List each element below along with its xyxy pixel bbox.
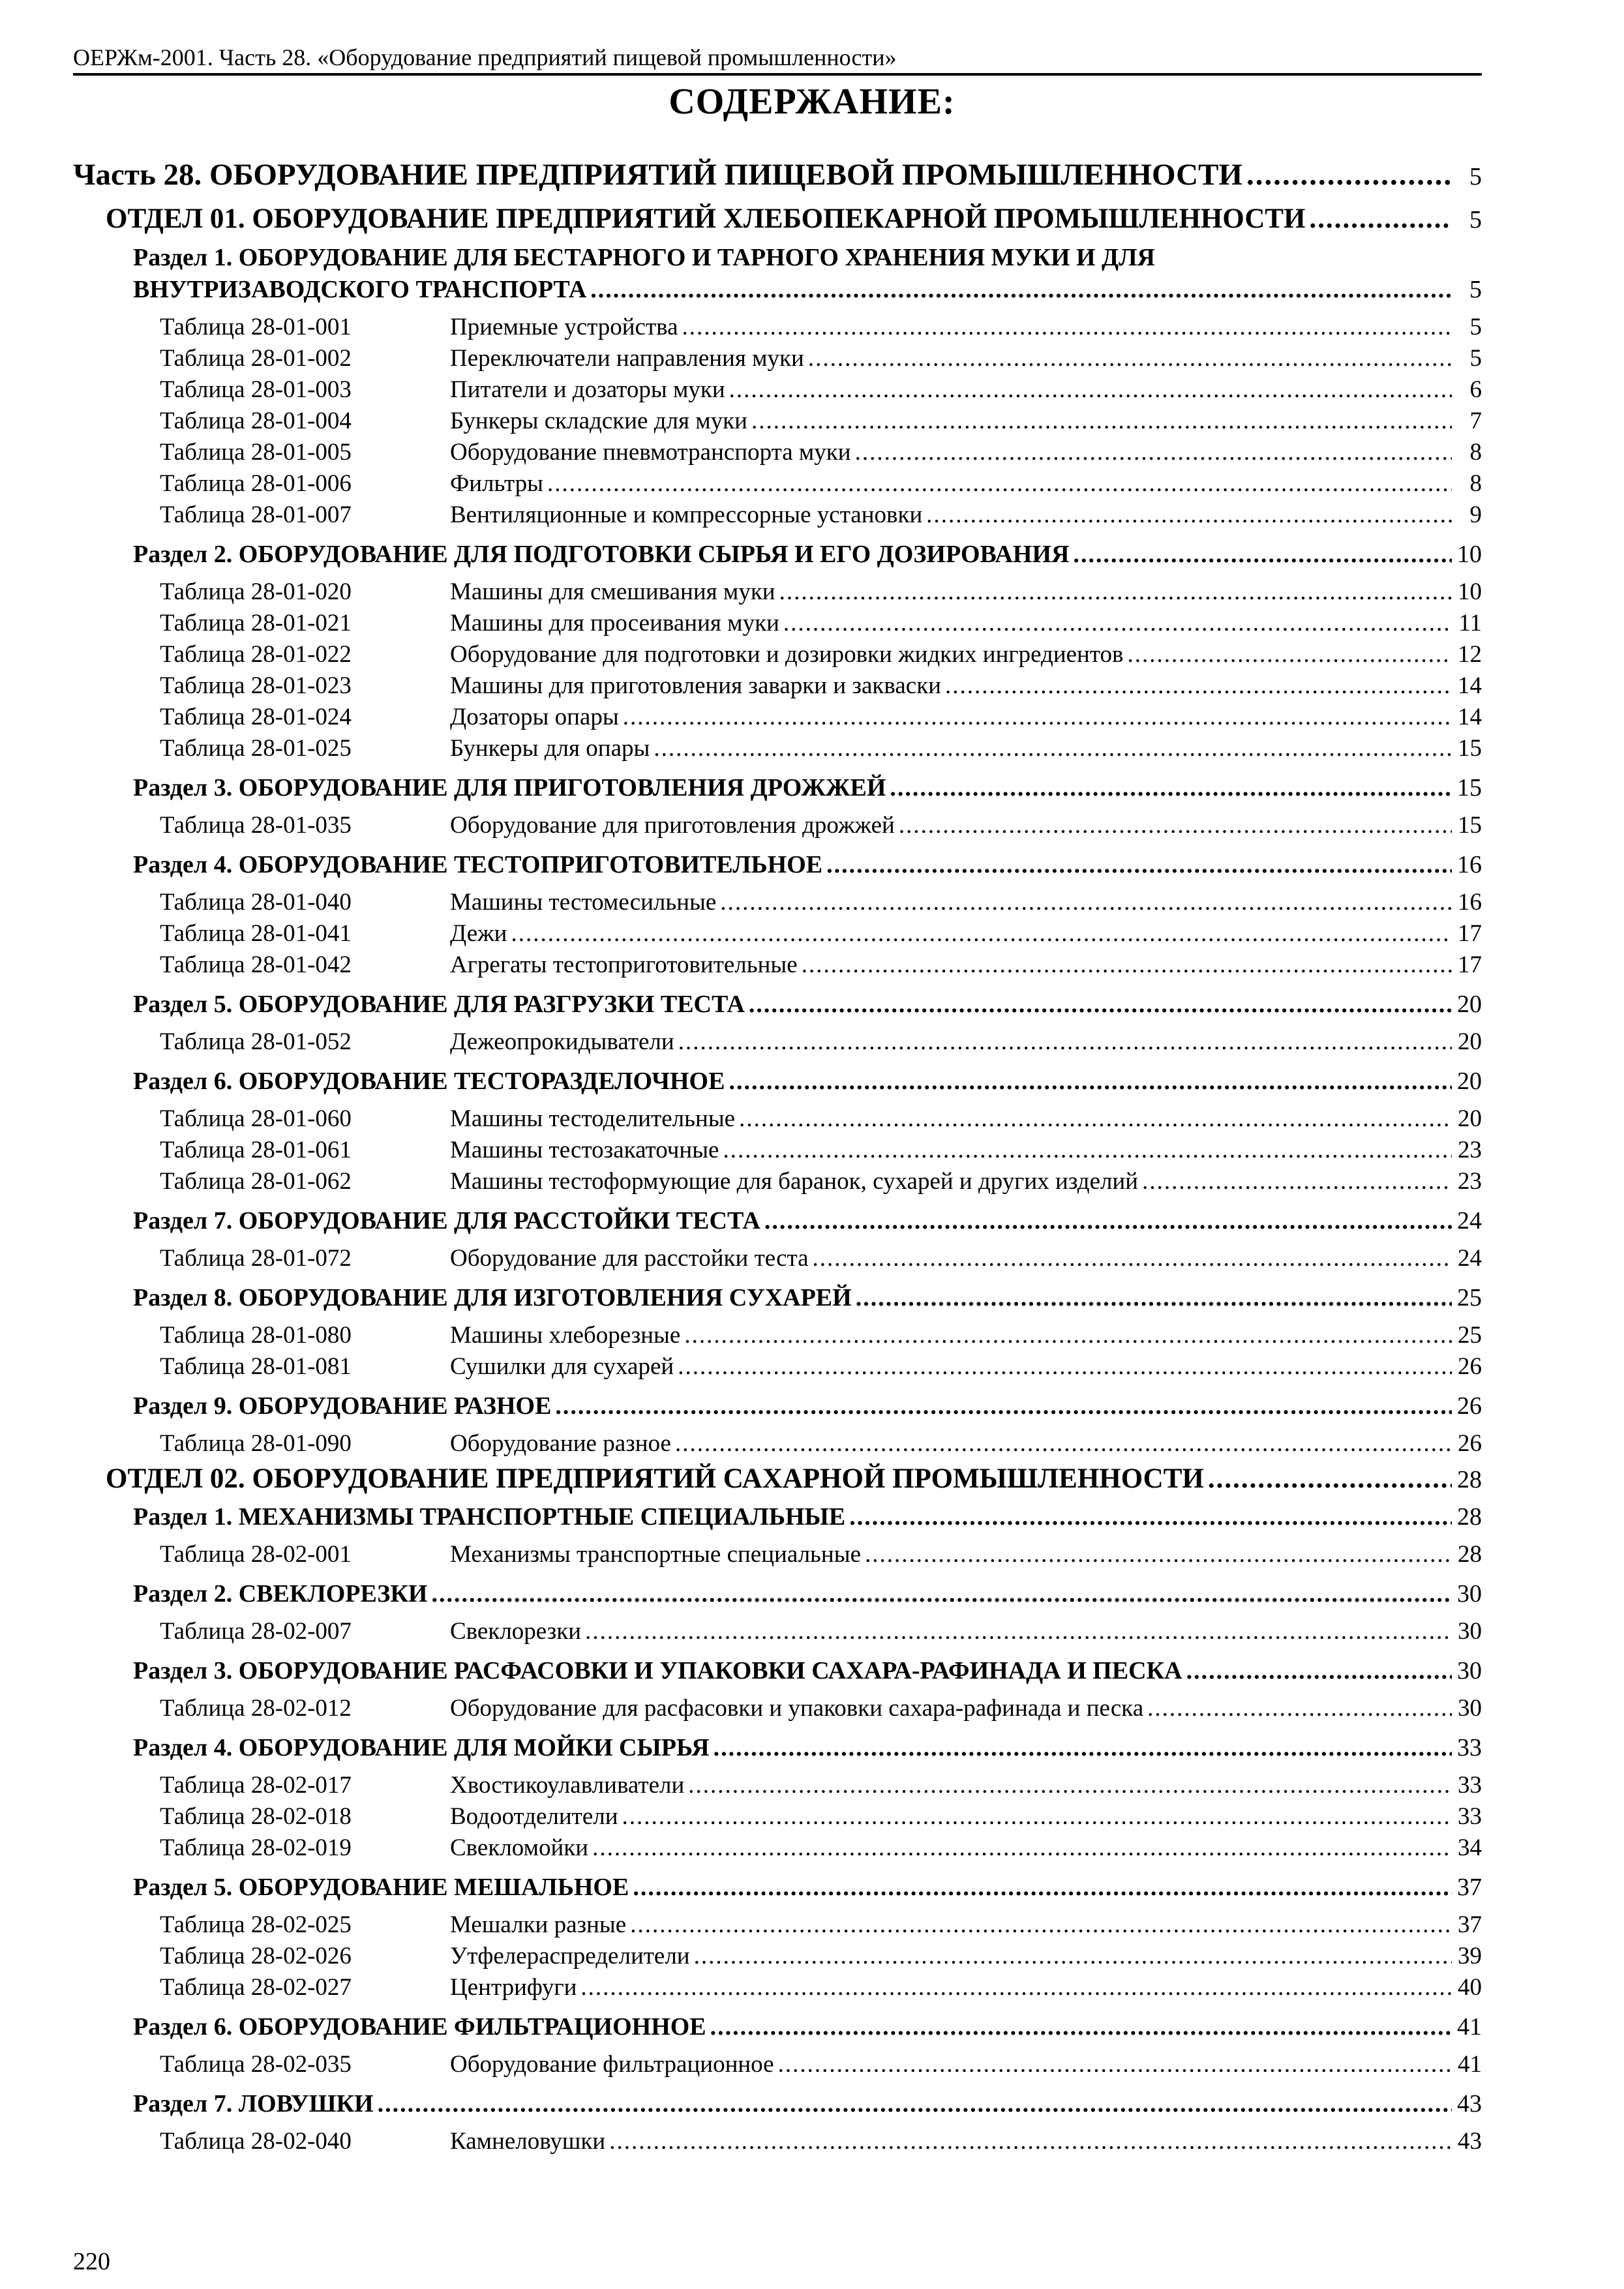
toc-table-code: Таблица 28-01-007 — [160, 501, 352, 528]
leader-dots — [723, 1135, 1452, 1166]
toc-table-title: Оборудование фильтрационное — [450, 2051, 774, 2078]
leader-dots — [764, 1205, 1452, 1236]
toc-table-entry[interactable] — [73, 702, 1482, 733]
toc-table-title: Механизмы транспортные специальные — [450, 1541, 861, 1568]
toc-entry-title: Раздел 7. ЛОВУШКИ — [133, 2090, 374, 2117]
toc-table-title: Бункеры складские для муки — [450, 408, 747, 434]
toc-section-entry[interactable] — [73, 1282, 1482, 1313]
toc-page-number: 43 — [1458, 2128, 1482, 2155]
toc-table-entry[interactable] — [73, 1428, 1482, 1459]
toc-table-entry[interactable] — [73, 1693, 1482, 1724]
leader-dots — [590, 274, 1452, 305]
leader-dots — [592, 1833, 1452, 1864]
toc-table-entry[interactable] — [73, 1243, 1482, 1274]
leader-dots — [633, 1872, 1452, 1903]
toc-entry-title: Раздел 7. ОБОРУДОВАНИЕ ДЛЯ РАССТОЙКИ ТЕСТА — [133, 1207, 760, 1234]
toc-page-number: 15 — [1458, 812, 1482, 839]
leader-dots — [1208, 1459, 1452, 1499]
toc-table-entry[interactable] — [73, 950, 1482, 981]
toc-page-number: 14 — [1458, 704, 1482, 730]
toc-table-code: Таблица 28-02-026 — [160, 1943, 352, 1969]
toc-entry-title: Раздел 4. ОБОРУДОВАНИЕ ДЛЯ МОЙКИ СЫРЬЯ — [133, 1734, 710, 1761]
toc-table-title: Свекломойки — [450, 1834, 589, 1861]
toc-table-title: Утфелераспределители — [450, 1943, 690, 1969]
toc-page-number: 30 — [1457, 1580, 1482, 1608]
toc-page-number: 25 — [1458, 1322, 1482, 1349]
toc-page-number: 17 — [1458, 920, 1482, 947]
toc-table-title: Оборудование пневмотранспорта муки — [450, 439, 851, 466]
toc-entry-title: Раздел 2. ОБОРУДОВАНИЕ ДЛЯ ПОДГОТОВКИ СЫРЬЯ И ЕГО ДОЗИРОВАНИЯ — [133, 541, 1070, 568]
leader-dots — [585, 1616, 1452, 1647]
leader-dots — [749, 989, 1452, 1020]
toc-page-number: 41 — [1458, 2051, 1482, 2078]
leader-dots — [751, 406, 1452, 437]
toc-page-number: 26 — [1458, 1430, 1482, 1457]
leader-dots — [580, 1972, 1452, 2003]
toc-table-entry[interactable] — [73, 608, 1482, 639]
toc-table-title: Приемные устройства — [450, 314, 678, 340]
toc-table-entry[interactable] — [73, 2049, 1482, 2080]
toc-section-entry[interactable] — [73, 1872, 1482, 1903]
toc-page-number: 12 — [1458, 641, 1482, 668]
toc-page-number: 37 — [1457, 1874, 1482, 1901]
toc-entry-title: Раздел 5. ОБОРУДОВАНИЕ ДЛЯ РАЗГРУЗКИ ТЕСТА — [133, 991, 745, 1018]
leader-dots — [688, 1770, 1452, 1801]
toc-table-code: Таблица 28-01-072 — [160, 1245, 352, 1272]
toc-table-code: Таблица 28-01-021 — [160, 610, 352, 636]
toc-table-title: Водоотделители — [450, 1803, 618, 1830]
toc-table-title: Машины тестоделительные — [450, 1105, 736, 1132]
toc-table-entry[interactable] — [73, 733, 1482, 764]
toc-table-entry[interactable] — [73, 500, 1482, 531]
toc-table-entry[interactable] — [73, 406, 1482, 437]
toc-page-number: 5 — [1469, 345, 1482, 372]
toc-entry-title: Раздел 6. ОБОРУДОВАНИЕ ТЕСТОРАЗДЕЛОЧНОЕ — [133, 1068, 725, 1095]
toc-table-title: Оборудование для расфасовки и упаковки сахара-рафинада и песка — [450, 1695, 1144, 1722]
leader-dots — [1142, 1166, 1452, 1197]
toc-section-title: ВНУТРИЗАВОДСКОГО ТРАНСПОРТА — [133, 276, 587, 303]
toc-section-entry[interactable] — [73, 1066, 1482, 1097]
toc-table-code: Таблица 28-01-002 — [160, 345, 352, 372]
toc-table-code: Таблица 28-01-003 — [160, 376, 352, 403]
leader-dots — [729, 1066, 1452, 1097]
toc-page-number: 30 — [1458, 1618, 1482, 1645]
toc-table-code: Таблица 28-01-060 — [160, 1105, 352, 1132]
toc-table-entry[interactable] — [73, 1166, 1482, 1197]
leader-dots — [555, 1390, 1452, 1422]
toc-table-code: Таблица 28-01-062 — [160, 1168, 352, 1195]
toc-table-title: Переключатели направления муки — [450, 345, 804, 372]
toc-table-entry[interactable] — [73, 576, 1482, 608]
leader-dots — [899, 810, 1452, 841]
toc-page-number: 10 — [1458, 578, 1482, 605]
toc-section-entry[interactable] — [73, 539, 1482, 570]
toc-table-title: Дежеопрокидыватели — [450, 1028, 674, 1055]
toc-table-entry[interactable] — [73, 1941, 1482, 1972]
leader-dots — [511, 918, 1452, 950]
toc-page-number: 16 — [1457, 851, 1482, 878]
toc-page-number: 28 — [1458, 1541, 1482, 1568]
toc-entry-title: Раздел 2. СВЕКЛОРЕЗКИ — [133, 1580, 428, 1608]
toc-page-number: 25 — [1457, 1284, 1482, 1311]
toc-table-code: Таблица 28-01-004 — [160, 408, 352, 434]
toc-page-number: 33 — [1458, 1803, 1482, 1830]
toc-page-number: 15 — [1458, 735, 1482, 762]
toc-entry-title: Часть 28. ОБОРУДОВАНИЕ ПРЕДПРИЯТИЙ ПИЩЕВОЙ ПРОМЫШЛЕННОСТИ — [73, 158, 1242, 192]
toc-table-entry[interactable] — [73, 918, 1482, 950]
toc-page-number: 20 — [1458, 1028, 1482, 1055]
toc-page-number: 30 — [1457, 1657, 1482, 1684]
toc-page-number: 5 — [1469, 276, 1482, 303]
leader-dots — [378, 2088, 1452, 2119]
toc-table-code: Таблица 28-02-019 — [160, 1834, 352, 1861]
leader-dots — [720, 887, 1452, 918]
toc-table-code: Таблица 28-01-022 — [160, 641, 352, 668]
toc-page-number: 20 — [1457, 991, 1482, 1018]
leader-dots — [694, 1941, 1452, 1972]
toc-page-number: 5 — [1469, 206, 1482, 233]
toc-entry-title: Раздел 3. ОБОРУДОВАНИЕ ДЛЯ ПРИГОТОВЛЕНИЯ ДРОЖЖЕЙ — [133, 774, 886, 801]
toc-table-entry[interactable] — [73, 1770, 1482, 1801]
toc-page-number: 6 — [1469, 376, 1482, 403]
toc-table-code: Таблица 28-02-027 — [160, 1974, 352, 2001]
toc-section-entry[interactable] — [73, 1501, 1482, 1533]
toc-table-title: Оборудование для расстойки теста — [450, 1245, 809, 1272]
toc-table-code: Таблица 28-02-001 — [160, 1541, 352, 1568]
toc-table-entry[interactable] — [73, 1972, 1482, 2003]
toc-table-code: Таблица 28-01-040 — [160, 889, 352, 916]
leader-dots — [729, 374, 1452, 406]
leader-dots — [779, 576, 1452, 608]
toc-table-code: Таблица 28-01-006 — [160, 470, 352, 497]
toc-page-number: 30 — [1458, 1695, 1482, 1722]
toc-table-entry[interactable] — [73, 312, 1482, 343]
toc-division-entry[interactable] — [73, 1459, 1482, 1499]
leader-dots — [1310, 200, 1452, 239]
toc-section-entry[interactable] — [73, 2011, 1482, 2042]
toc-table-entry[interactable] — [73, 1616, 1482, 1647]
toc-table-code: Таблица 28-02-035 — [160, 2051, 352, 2078]
leader-dots — [1246, 154, 1452, 196]
leader-dots — [630, 1909, 1452, 1941]
toc-page-number: 20 — [1458, 1105, 1482, 1132]
toc-section-entry[interactable] — [73, 274, 1482, 305]
toc-table-title: Хвостикоулавливатели — [450, 1772, 685, 1799]
toc-section-title-line[interactable]: Раздел 1. ОБОРУДОВАНИЕ ДЛЯ БЕСТАРНОГО И ТАРНОГО ХРАНЕНИЯ МУКИ И ДЛЯ — [133, 244, 1155, 271]
toc-table-entry[interactable] — [73, 1539, 1482, 1570]
toc-table-title: Машины для смешивания муки — [450, 578, 775, 605]
leader-dots — [682, 312, 1452, 343]
leader-dots — [865, 1539, 1452, 1570]
toc-entry-title: ОТДЕЛ 01. ОБОРУДОВАНИЕ ПРЕДПРИЯТИЙ ХЛЕБОПЕКАРНОЙ ПРОМЫШЛЕННОСТИ — [106, 203, 1306, 234]
leader-dots — [1147, 1693, 1452, 1724]
toc-page-number: 20 — [1457, 1068, 1482, 1095]
toc-page-number: 40 — [1458, 1974, 1482, 2001]
toc-table-code: Таблица 28-01-024 — [160, 704, 352, 730]
toc-table-code: Таблица 28-02-007 — [160, 1618, 352, 1645]
toc-table-title: Машины хлеборезные — [450, 1322, 681, 1349]
leader-dots — [710, 2011, 1452, 2042]
toc-entry-title: Раздел 5. ОБОРУДОВАНИЕ МЕШАЛЬНОЕ — [133, 1874, 629, 1901]
toc-table-code: Таблица 28-01-025 — [160, 735, 352, 762]
toc-page-number: 24 — [1457, 1207, 1482, 1234]
toc-table-title: Питатели и дозаторы муки — [450, 376, 725, 403]
leader-dots — [856, 1282, 1452, 1313]
toc-page-number: 10 — [1457, 541, 1482, 568]
toc-entry-title: Раздел 4. ОБОРУДОВАНИЕ ТЕСТОПРИГОТОВИТЕЛЬНОЕ — [133, 851, 823, 878]
toc-part-entry[interactable] — [73, 154, 1482, 196]
leader-dots — [1128, 639, 1452, 670]
leader-dots — [826, 849, 1452, 880]
leader-dots — [926, 500, 1452, 531]
leader-dots — [547, 468, 1452, 500]
toc-table-code: Таблица 28-01-042 — [160, 951, 352, 978]
toc-table-title: Машины для приготовления заварки и закваски — [450, 672, 942, 699]
leader-dots — [890, 772, 1452, 803]
toc-table-entry[interactable] — [73, 1833, 1482, 1864]
toc-page-number: 34 — [1458, 1834, 1482, 1861]
leader-dots — [945, 670, 1452, 702]
toc-entry-title: Раздел 9. ОБОРУДОВАНИЕ РАЗНОЕ — [133, 1392, 552, 1420]
toc-division-entry[interactable] — [73, 200, 1482, 239]
toc-table-code: Таблица 28-01-052 — [160, 1028, 352, 1055]
running-header: ОЕРЖм-2001. Часть 28. «Оборудование предприятий пищевой промышленности» — [73, 44, 897, 70]
toc-table-title: Свеклорезки — [450, 1618, 582, 1645]
toc-page-number: 24 — [1458, 1245, 1482, 1272]
toc-entry-title: Раздел 1. МЕХАНИЗМЫ ТРАНСПОРТНЫЕ СПЕЦИАЛЬНЫЕ — [133, 1503, 846, 1531]
toc-table-entry[interactable] — [73, 810, 1482, 841]
leader-dots — [778, 2049, 1452, 2080]
leader-dots — [609, 2126, 1452, 2157]
toc-page-number: 26 — [1458, 1353, 1482, 1380]
toc-table-code: Таблица 28-02-025 — [160, 1911, 352, 1938]
toc-table-title: Машины для просеивания муки — [450, 610, 779, 636]
toc-page-number: 33 — [1458, 1772, 1482, 1799]
toc-page-number: 5 — [1469, 314, 1482, 340]
toc-table-title: Дежи — [450, 920, 507, 947]
toc-table-title: Агрегаты тестоприготовительные — [450, 951, 798, 978]
page-title: СОДЕРЖАНИЕ: — [669, 82, 955, 122]
toc-table-code: Таблица 28-01-061 — [160, 1137, 352, 1163]
toc-section-entry[interactable] — [73, 772, 1482, 803]
toc-table-entry[interactable] — [73, 1026, 1482, 1058]
toc-page-number: 16 — [1458, 889, 1482, 916]
leader-dots — [678, 1351, 1452, 1383]
toc-page-number: 9 — [1469, 501, 1482, 528]
toc-table-entry[interactable] — [73, 887, 1482, 918]
leader-dots — [678, 1026, 1452, 1058]
toc-table-entry[interactable] — [73, 639, 1482, 670]
toc-table-entry[interactable] — [73, 1103, 1482, 1135]
page-number: 220 — [73, 2248, 110, 2275]
leader-dots — [714, 1732, 1452, 1763]
leader-dots — [813, 1243, 1452, 1274]
toc-table-title: Камнеловушки — [450, 2128, 606, 2155]
toc-table-code: Таблица 28-01-001 — [160, 314, 352, 340]
toc-table-code: Таблица 28-01-035 — [160, 812, 352, 839]
toc-table-code: Таблица 28-01-081 — [160, 1353, 352, 1380]
toc-table-title: Машины тестоформующие для баранок, сухарей и других изделий — [450, 1168, 1139, 1195]
toc-table-title: Фильтры — [450, 470, 543, 497]
header-rule — [73, 73, 1482, 76]
leader-dots — [739, 1103, 1452, 1135]
toc-table-entry[interactable] — [73, 670, 1482, 702]
toc-table-title: Оборудование для приготовления дрожжей — [450, 812, 895, 839]
leader-dots — [622, 1801, 1452, 1833]
leader-dots — [808, 343, 1452, 374]
toc-table-entry[interactable] — [73, 1135, 1482, 1166]
leader-dots — [675, 1428, 1452, 1459]
toc-table-entry[interactable] — [73, 468, 1482, 500]
toc-table-title: Машины тестозакаточные — [450, 1137, 719, 1163]
toc-page-number: 41 — [1457, 2013, 1482, 2041]
toc-page-number: 17 — [1458, 951, 1482, 978]
toc-table-entry[interactable] — [73, 374, 1482, 406]
toc-table-title: Дозаторы опары — [450, 704, 619, 730]
toc-table-code: Таблица 28-01-090 — [160, 1430, 352, 1457]
toc-table-code: Таблица 28-01-020 — [160, 578, 352, 605]
toc-table-entry[interactable] — [73, 1351, 1482, 1383]
toc-table-title: Машины тестомесильные — [450, 889, 717, 916]
leader-dots — [783, 608, 1452, 639]
toc-page-number: 39 — [1458, 1943, 1482, 1969]
toc-table-code: Таблица 28-01-080 — [160, 1322, 352, 1349]
toc-table-title: Оборудование разное — [450, 1430, 671, 1457]
toc-section-entry[interactable] — [73, 1205, 1482, 1236]
leader-dots — [855, 437, 1452, 468]
toc-page-number: 8 — [1469, 439, 1482, 466]
toc-page-number: 23 — [1458, 1168, 1482, 1195]
toc-table-title: Бункеры для опары — [450, 735, 650, 762]
leader-dots — [654, 733, 1452, 764]
toc-table-title: Мешалки разные — [450, 1911, 627, 1938]
toc-table-code: Таблица 28-02-018 — [160, 1803, 352, 1830]
leader-dots — [1186, 1655, 1452, 1686]
toc-page-number: 5 — [1469, 163, 1482, 190]
toc-page-number: 33 — [1457, 1734, 1482, 1761]
toc-table-code: Таблица 28-01-005 — [160, 439, 352, 466]
toc-page-number: 11 — [1458, 610, 1482, 636]
leader-dots — [802, 950, 1452, 981]
toc-table-code: Таблица 28-01-041 — [160, 920, 352, 947]
toc-page-number: 15 — [1457, 774, 1482, 801]
leader-dots — [1073, 539, 1452, 570]
toc-entry-title: Раздел 8. ОБОРУДОВАНИЕ ДЛЯ ИЗГОТОВЛЕНИЯ СУХАРЕЙ — [133, 1284, 852, 1311]
toc-page-number: 26 — [1457, 1392, 1482, 1420]
leader-dots — [431, 1578, 1452, 1609]
toc-section-entry[interactable] — [73, 2088, 1482, 2119]
toc-table-title: Центрифуги — [450, 1974, 577, 2001]
toc-table-code: Таблица 28-01-023 — [160, 672, 352, 699]
toc-section-entry[interactable] — [73, 1732, 1482, 1763]
toc-table-title: Вентиляционные и компрессорные установки — [450, 501, 923, 528]
toc-table-entry[interactable] — [73, 1801, 1482, 1833]
toc-table-entry[interactable] — [73, 1909, 1482, 1941]
toc-table-entry[interactable] — [73, 2126, 1482, 2157]
leader-dots — [623, 702, 1452, 733]
toc-page-number: 23 — [1458, 1137, 1482, 1163]
toc-table-code: Таблица 28-02-017 — [160, 1772, 352, 1799]
toc-page-number: 14 — [1458, 672, 1482, 699]
toc-page-number: 7 — [1469, 408, 1482, 434]
toc-page-number: 28 — [1457, 1466, 1482, 1493]
toc-table-code: Таблица 28-02-040 — [160, 2128, 352, 2155]
table-of-contents — [73, 154, 1482, 2157]
toc-section-entry[interactable] — [73, 1578, 1482, 1609]
toc-table-title: Сушилки для сухарей — [450, 1353, 674, 1380]
toc-table-title: Оборудование для подготовки и дозировки жидких ингредиентов — [450, 641, 1124, 668]
toc-entry-title: Раздел 3. ОБОРУДОВАНИЕ РАСФАСОВКИ И УПАКОВКИ САХАРА-РАФИНАДА И ПЕСКА — [133, 1657, 1182, 1684]
toc-page-number: 28 — [1457, 1503, 1482, 1531]
toc-table-entry[interactable] — [73, 1320, 1482, 1351]
toc-entry-title: Раздел 6. ОБОРУДОВАНИЕ ФИЛЬТРАЦИОННОЕ — [133, 2013, 706, 2041]
toc-page-number: 8 — [1469, 470, 1482, 497]
toc-entry-title: ОТДЕЛ 02. ОБОРУДОВАНИЕ ПРЕДПРИЯТИЙ САХАРНОЙ ПРОМЫШЛЕННОСТИ — [106, 1463, 1204, 1494]
toc-section-entry[interactable] — [73, 849, 1482, 880]
leader-dots — [849, 1501, 1452, 1533]
toc-section-entry[interactable] — [73, 1390, 1482, 1422]
leader-dots — [684, 1320, 1452, 1351]
toc-table-code: Таблица 28-02-012 — [160, 1695, 352, 1722]
toc-page-number: 43 — [1457, 2090, 1482, 2117]
toc-page-number: 37 — [1458, 1911, 1482, 1938]
toc-section-entry[interactable] — [73, 989, 1482, 1020]
toc-table-entry[interactable] — [73, 437, 1482, 468]
toc-section-entry[interactable] — [73, 1655, 1482, 1686]
toc-table-entry[interactable] — [73, 343, 1482, 374]
